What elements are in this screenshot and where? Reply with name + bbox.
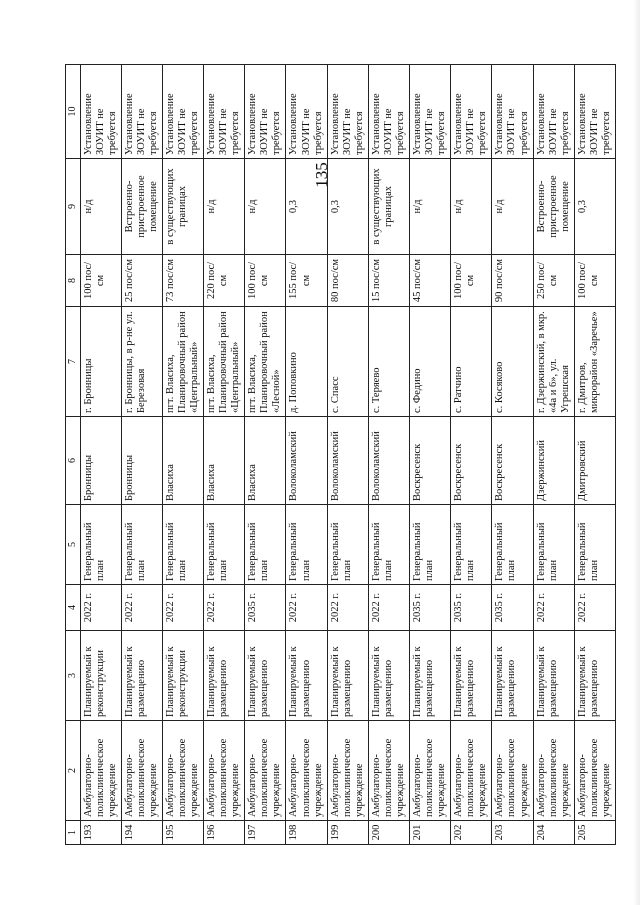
header-cell-7: 7 — [66, 307, 81, 417]
table-row — [80, 65, 121, 845]
cell-location: пгт. Власиха, Планировочный район «Лесной» — [245, 307, 286, 417]
cell-zone: Установление ЗОУИТ не требуется — [121, 65, 162, 159]
cell-status: Планируемый к размещению — [574, 631, 615, 721]
cell-zone: Установление ЗОУИТ не требуется — [204, 65, 245, 159]
cell-location: г. Бронницы — [80, 307, 121, 417]
data-table — [65, 64, 616, 845]
cell-object: Амбулаторно-поликлиническое учреждение — [574, 721, 615, 821]
cell-document: Генеральный план — [80, 505, 121, 585]
cell-zone: Установление ЗОУИТ не требуется — [245, 65, 286, 159]
cell-capacity: 220 пос/см — [204, 255, 245, 307]
cell-municipality: Дзержинский — [533, 417, 574, 505]
cell-zone: Установление ЗОУИТ не требуется — [574, 65, 615, 159]
table-row — [121, 65, 162, 845]
cell-capacity: 100 пос/см — [451, 255, 492, 307]
cell-capacity: 45 пос/см — [410, 255, 451, 307]
cell-status: Планируемый к размещению — [410, 631, 451, 721]
header-cell-5: 5 — [66, 505, 81, 585]
cell-status: Планируемый к размещению — [204, 631, 245, 721]
cell-document: Генеральный план — [245, 505, 286, 585]
cell-year: 2022 г. — [121, 585, 162, 631]
cell-num: 201 — [410, 821, 451, 845]
cell-object: Амбулаторно-поликлиническое учреждение — [286, 721, 327, 821]
cell-num: 196 — [204, 821, 245, 845]
cell-year: 2035 г. — [451, 585, 492, 631]
cell-location: пгт. Власиха, Планировочный район «Центральный» — [204, 307, 245, 417]
cell-municipality: Бронницы — [121, 417, 162, 505]
rotated-table-container — [65, 65, 612, 845]
cell-capacity: 100 пос/см — [574, 255, 615, 307]
table-row — [286, 65, 327, 845]
cell-area: Встроенно-пристроенное помещение — [121, 159, 162, 255]
table-row — [533, 65, 574, 845]
cell-area: н/д — [410, 159, 451, 255]
cell-municipality: Дмитровский — [574, 417, 615, 505]
cell-capacity: 15 пос/см — [368, 255, 409, 307]
cell-year: 2022 г. — [80, 585, 121, 631]
cell-num: 195 — [162, 821, 203, 845]
cell-location: г. Бронницы, в р-не ул. Березовая — [121, 307, 162, 417]
cell-num: 204 — [533, 821, 574, 845]
cell-object: Амбулаторно-поликлиническое учреждение — [327, 721, 368, 821]
cell-num: 199 — [327, 821, 368, 845]
cell-year: 2035 г. — [245, 585, 286, 631]
header-cell-2: 2 — [66, 721, 81, 821]
header-cell-6: 6 — [66, 417, 81, 505]
cell-year: 2022 г. — [368, 585, 409, 631]
cell-status: Планируемый к реконструкции — [80, 631, 121, 721]
cell-num: 198 — [286, 821, 327, 845]
cell-capacity: 73 пос/см — [162, 255, 203, 307]
cell-num: 197 — [245, 821, 286, 845]
cell-document: Генеральный план — [286, 505, 327, 585]
cell-document: Генеральный план — [451, 505, 492, 585]
cell-area: н/д — [204, 159, 245, 255]
cell-num: 193 — [80, 821, 121, 845]
cell-object: Амбулаторно-поликлиническое учреждение — [80, 721, 121, 821]
cell-status: Планируемый к размещению — [451, 631, 492, 721]
cell-object: Амбулаторно-поликлиническое учреждение — [492, 721, 533, 821]
cell-capacity: 80 пос/см — [327, 255, 368, 307]
cell-capacity: 155 пос/см — [286, 255, 327, 307]
cell-municipality: Бронницы — [80, 417, 121, 505]
cell-document: Генеральный план — [121, 505, 162, 585]
cell-location: с. Федино — [410, 307, 451, 417]
table-row — [327, 65, 368, 845]
cell-capacity: 250 пос/см — [533, 255, 574, 307]
cell-area: н/д — [492, 159, 533, 255]
cell-num: 203 — [492, 821, 533, 845]
cell-zone: Установление ЗОУИТ не требуется — [533, 65, 574, 159]
cell-municipality: Волоколамский — [368, 417, 409, 505]
cell-year: 2035 г. — [410, 585, 451, 631]
cell-document: Генеральный план — [492, 505, 533, 585]
cell-object: Амбулаторно-поликлиническое учреждение — [121, 721, 162, 821]
cell-object: Амбулаторно-поликлиническое учреждение — [204, 721, 245, 821]
cell-num: 194 — [121, 821, 162, 845]
cell-zone: Установление ЗОУИТ не требуется — [410, 65, 451, 159]
cell-year: 2022 г. — [204, 585, 245, 631]
cell-document: Генеральный план — [410, 505, 451, 585]
cell-year: 2022 г. — [574, 585, 615, 631]
cell-location: с. Теряево — [368, 307, 409, 417]
page-number: 135 — [312, 162, 331, 188]
table-row — [368, 65, 409, 845]
cell-zone: Установление ЗОУИТ не требуется — [327, 65, 368, 159]
cell-object: Амбулаторно-поликлиническое учреждение — [162, 721, 203, 821]
cell-year: 2022 г. — [533, 585, 574, 631]
table-row — [410, 65, 451, 845]
header-cell-8: 8 — [66, 255, 81, 307]
table-row — [204, 65, 245, 845]
cell-status: Планируемый к размещению — [286, 631, 327, 721]
cell-year: 2035 г. — [492, 585, 533, 631]
cell-capacity: 90 пос/см — [492, 255, 533, 307]
cell-capacity: 100 пос/см — [80, 255, 121, 307]
cell-zone: Установление ЗОУИТ не требуется — [162, 65, 203, 159]
header-cell-10: 10 — [66, 65, 81, 159]
cell-area: 0,3 — [286, 159, 327, 255]
cell-object: Амбулаторно-поликлиническое учреждение — [410, 721, 451, 821]
cell-document: Генеральный план — [327, 505, 368, 585]
cell-document: Генеральный план — [204, 505, 245, 585]
cell-zone: Установление ЗОУИТ не требуется — [286, 65, 327, 159]
cell-area: Встроенно-пристроенное помещение — [533, 159, 574, 255]
cell-area: в существующих границах — [368, 159, 409, 255]
cell-document: Генеральный план — [368, 505, 409, 585]
cell-municipality: Власиха — [245, 417, 286, 505]
cell-municipality: Воскресенск — [410, 417, 451, 505]
header-cell-4: 4 — [66, 585, 81, 631]
cell-zone: Установление ЗОУИТ не требуется — [451, 65, 492, 159]
cell-year: 2022 г. — [327, 585, 368, 631]
cell-location: с. Ратчино — [451, 307, 492, 417]
cell-location: пгт. Власиха, Планировочный район «Центральный» — [162, 307, 203, 417]
cell-location: г. Дзержинский, в мкр. «4а и 6», ул. Угрешская — [533, 307, 574, 417]
cell-status: Планируемый к размещению — [368, 631, 409, 721]
cell-municipality: Власиха — [162, 417, 203, 505]
cell-area: 0,3 — [327, 159, 368, 255]
cell-document: Генеральный план — [574, 505, 615, 585]
cell-object: Амбулаторно-поликлиническое учреждение — [533, 721, 574, 821]
cell-status: Планируемый к размещению — [327, 631, 368, 721]
cell-zone: Установление ЗОУИТ не требуется — [80, 65, 121, 159]
cell-status: Планируемый к размещению — [245, 631, 286, 721]
cell-municipality: Волоколамский — [327, 417, 368, 505]
cell-object: Амбулаторно-поликлиническое учреждение — [451, 721, 492, 821]
cell-municipality: Волоколамский — [286, 417, 327, 505]
cell-capacity: 100 пос/см — [245, 255, 286, 307]
scan-edge — [633, 0, 640, 905]
cell-municipality: Воскресенск — [451, 417, 492, 505]
cell-area: в существующих границах — [162, 159, 203, 255]
cell-municipality: Воскресенск — [492, 417, 533, 505]
cell-area: 0,3 — [574, 159, 615, 255]
cell-status: Планируемый к реконструкции — [162, 631, 203, 721]
cell-location: с. Косяково — [492, 307, 533, 417]
cell-municipality: Власиха — [204, 417, 245, 505]
header-cell-1: 1 — [66, 821, 81, 845]
table-header-row — [66, 65, 81, 845]
cell-num: 202 — [451, 821, 492, 845]
cell-status: Планируемый к размещению — [121, 631, 162, 721]
table-row — [574, 65, 615, 845]
table-row — [451, 65, 492, 845]
cell-location: с. Спасс — [327, 307, 368, 417]
cell-location: г. Дмитров, микрорайон «Заречье» — [574, 307, 615, 417]
cell-document: Генеральный план — [533, 505, 574, 585]
cell-zone: Установление ЗОУИТ не требуется — [492, 65, 533, 159]
header-cell-3: 3 — [66, 631, 81, 721]
cell-object: Амбулаторно-поликлиническое учреждение — [245, 721, 286, 821]
cell-status: Планируемый к размещению — [492, 631, 533, 721]
cell-location: д. Поповкино — [286, 307, 327, 417]
table-row — [245, 65, 286, 845]
cell-num: 200 — [368, 821, 409, 845]
cell-zone: Установление ЗОУИТ не требуется — [368, 65, 409, 159]
cell-status: Планируемый к размещению — [533, 631, 574, 721]
cell-capacity: 25 пос/см — [121, 255, 162, 307]
cell-object: Амбулаторно-поликлиническое учреждение — [368, 721, 409, 821]
header-cell-9: 9 — [66, 159, 81, 255]
table-row — [162, 65, 203, 845]
cell-year: 2022 г. — [162, 585, 203, 631]
cell-year: 2022 г. — [286, 585, 327, 631]
cell-num: 205 — [574, 821, 615, 845]
cell-area: н/д — [80, 159, 121, 255]
cell-area: н/д — [245, 159, 286, 255]
cell-document: Генеральный план — [162, 505, 203, 585]
table-row — [492, 65, 533, 845]
cell-area: н/д — [451, 159, 492, 255]
